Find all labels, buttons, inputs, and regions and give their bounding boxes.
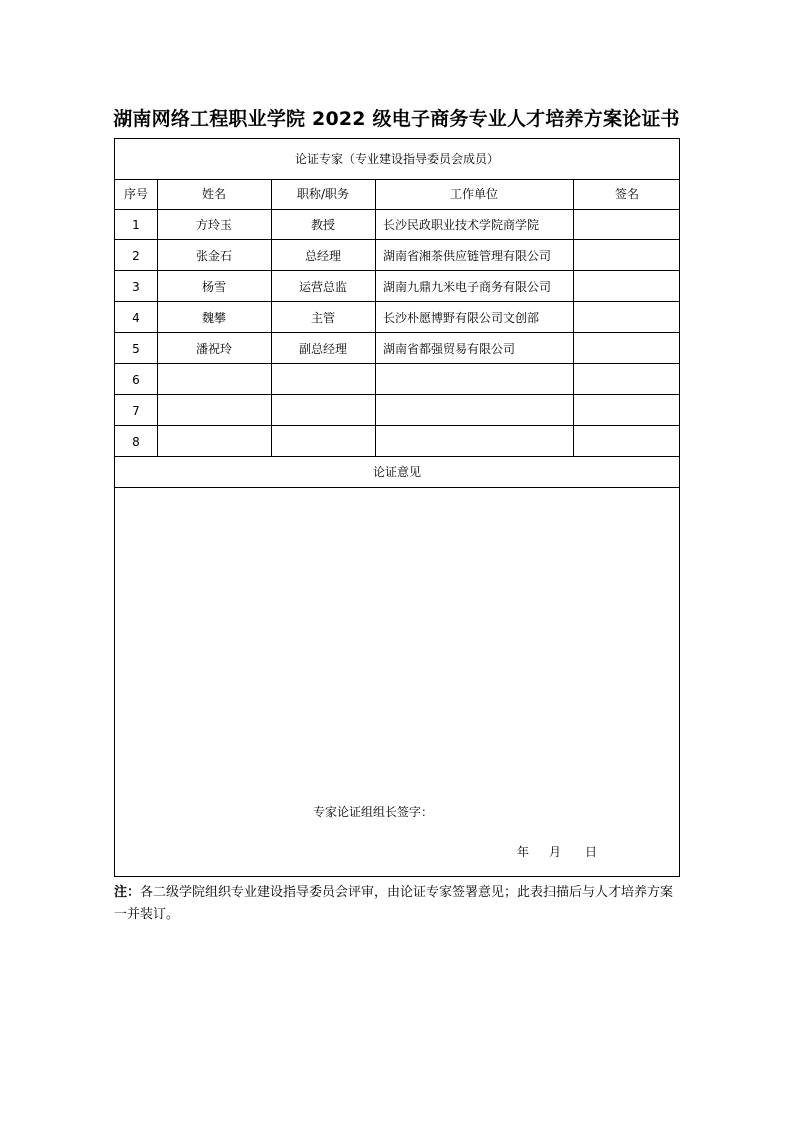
date-day-label: 日 [585,845,598,859]
column-header-signature: 签名 [614,187,639,201]
row-divider [115,209,679,210]
table-cell-title: 运营总监 [298,280,347,294]
column-divider [573,179,574,456]
table-cell-name: 杨雪 [201,280,226,294]
row-divider [115,179,679,180]
table-cell-unit: 长沙朴愿博野有限公司文创部 [383,311,540,325]
table-cell-unit: 湖南九鼎九米电子商务有限公司 [383,280,552,294]
table-cell-unit: 长沙民政职业技术学院商学院 [383,218,540,232]
certification-form [114,138,680,877]
table-cell-title: 教授 [310,218,335,232]
experts-heading: 论证专家（专业建设指导委员会成员） [294,152,499,166]
table-cell-no: 2 [132,249,140,263]
opinion-heading: 论证意见 [372,465,421,479]
table-cell-no: 6 [132,373,140,387]
footnote-label: 注： [114,885,141,900]
table-cell-title: 总经理 [304,249,341,263]
row-divider [115,394,679,395]
table-cell-no: 4 [132,311,140,325]
table-cell-name: 方玲玉 [195,218,232,232]
table-cell-no: 7 [132,404,140,418]
column-divider [375,179,376,456]
table-cell-no: 3 [132,280,140,294]
table-cell-name: 魏攀 [201,311,226,325]
table-cell-no: 5 [132,342,140,356]
table-cell-no: 1 [132,218,140,232]
row-divider [115,270,679,271]
row-divider [115,239,679,240]
table-cell-title: 主管 [310,311,335,325]
row-divider [115,301,679,302]
row-divider [115,487,679,488]
table-cell-unit: 湖南省都强贸易有限公司 [383,342,516,356]
table-cell-name: 张金石 [195,249,232,263]
column-header-title: 职称/职务 [296,187,350,201]
row-divider [115,456,679,457]
footnote-text: 各二级学院组织专业建设指导委员会评审，由论证专家签署意见；此表扫描后与人才培养方案一并装订。 [114,885,674,922]
date-year-label: 年 [517,845,530,859]
column-header-name: 姓名 [201,187,226,201]
table-cell-no: 8 [132,435,140,449]
table-cell-title: 副总经理 [298,342,347,356]
table-cell-name: 潘祝玲 [195,342,232,356]
document-title: 湖南网络工程职业学院 2022 级电子商务专业人才培养方案论证书 [113,108,680,130]
column-header-no: 序号 [123,187,148,201]
leader-signature-label: 专家论证组组长签字： [313,805,434,819]
row-divider [115,332,679,333]
table-cell-unit: 湖南省湘茶供应链管理有限公司 [383,249,552,263]
column-header-unit: 工作单位 [449,187,498,201]
footnote [114,882,680,926]
date-month-label: 月 [549,845,562,859]
row-divider [115,363,679,364]
row-divider [115,425,679,426]
